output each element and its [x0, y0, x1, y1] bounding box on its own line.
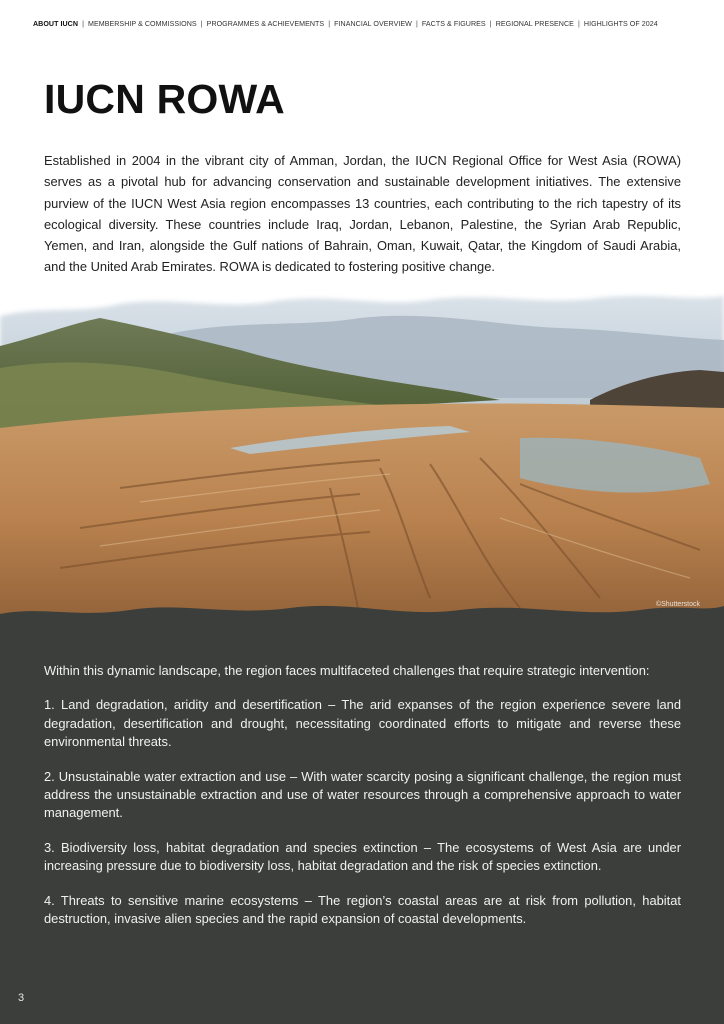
landscape-photo — [0, 288, 724, 633]
challenge-item: 2. Unsustainable water extraction and use – With water scarcity posing a significant challenge, the region must address the unsustainable extraction and use of water resources through a comprehensive approach to water management. — [44, 768, 681, 821]
nav-item-programmes-achievements[interactable]: PROGRAMMES & ACHIEVEMENTS — [206, 20, 325, 28]
nav-item-regional-presence[interactable]: REGIONAL PRESENCE — [495, 20, 574, 28]
nav-separator: | — [200, 20, 203, 28]
nav-item-highlights-2024[interactable]: HIGHLIGHTS OF 2024 — [583, 20, 658, 28]
nav-separator: | — [577, 20, 580, 28]
intro-paragraph: Established in 2004 in the vibrant city of Amman, Jordan, the IUCN Regional Office for West Asia (ROWA) serves as a pivotal hub for advancing conservation and sustainable development initiatives. The extensive purview of the IUCN West Asia region encompasses 13 countries, each contributing to the rich tapestry of its ecological diversity. These countries include Iraq, Jordan, Lebanon, Palestine, the Syrian Arab Republic, Yemen, and Iran, alongside the Gulf nations of Bahrain, Oman, Kuwait, Qatar, the Kingdom of Saudi Arabia, and the United Arab Emirates. ROWA is dedicated to fostering positive change. — [44, 153, 681, 275]
challenges-section — [44, 662, 681, 944]
challenge-item: 3. Biodiversity loss, habitat degradation and species extinction – The ecosystems of West Asia are under increasing pressure due to biodiversity loss, habitat degradation and the risk of species extinction. — [44, 839, 681, 874]
nav-separator: | — [415, 20, 418, 28]
nav-item-about-iucn[interactable]: ABOUT IUCN — [33, 20, 79, 28]
page-number: 3 — [18, 992, 25, 1004]
photo-credit: ©Shutterstock — [655, 601, 700, 608]
nav-item-financial-overview[interactable]: FINANCIAL OVERVIEW — [334, 20, 412, 28]
nav-separator: | — [328, 20, 331, 28]
challenge-item: 4. Threats to sensitive marine ecosystems – The region’s coastal areas are at risk from pollution, habitat destruction, invasive alien species and the rapid expansion of coastal developments. — [44, 892, 681, 927]
nav-item-facts-figures[interactable]: FACTS & FIGURES — [421, 20, 486, 28]
page-title: IUCN ROWA — [44, 76, 285, 122]
challenge-item: 1. Land degradation, aridity and desertification – The arid expanses of the region experience severe land degradation, desertification and drought, necessitating coordinated efforts to mitigate and reverse these environmental threats. — [44, 697, 681, 750]
challenges-lead: Within this dynamic landscape, the region faces multifaceted challenges that require strategic intervention: — [44, 663, 650, 678]
nav-separator: | — [489, 20, 492, 28]
top-navigation — [33, 20, 713, 28]
nav-item-membership-commissions[interactable]: MEMBERSHIP & COMMISSIONS — [88, 20, 197, 28]
nav-separator: | — [82, 20, 84, 28]
